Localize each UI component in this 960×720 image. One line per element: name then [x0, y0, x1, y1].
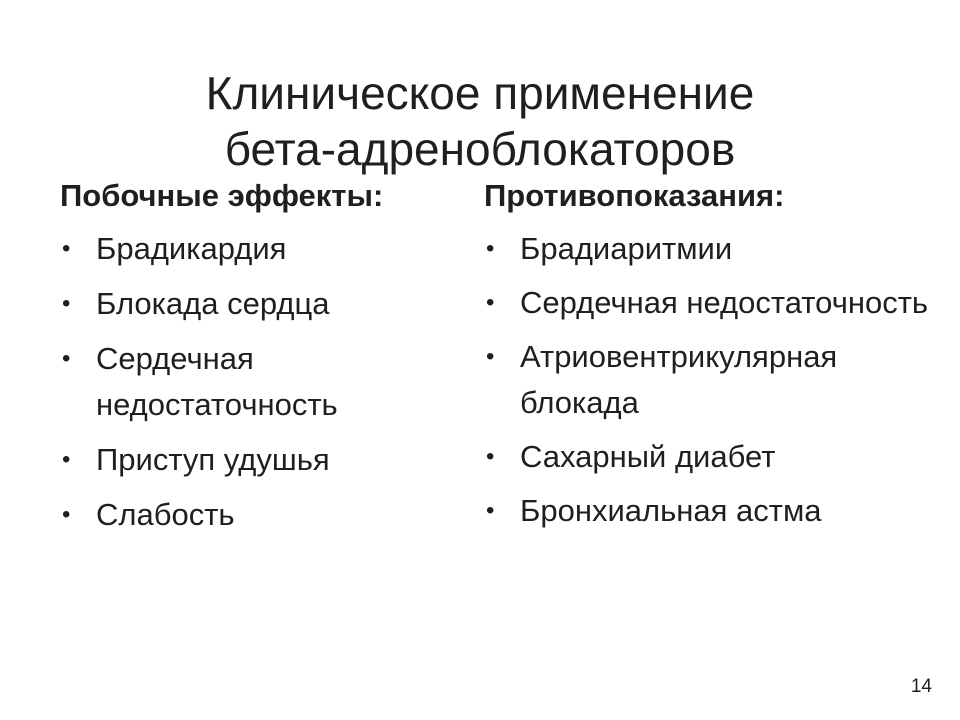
slide-title-line-2: бета-адреноблокаторов [224, 122, 736, 175]
list-item-label: Бронхиальная астма [520, 493, 822, 528]
list-item [484, 334, 944, 426]
contraindications-list [484, 226, 944, 534]
bullet-icon: • [486, 289, 495, 316]
list-item-label: Сахарный диабет [520, 439, 776, 474]
list-item-label: Сердечная недостаточность [520, 285, 929, 320]
side-effects-heading: Побочные эффекты: [60, 178, 384, 213]
slide-title-line-1: Клиническое применение [205, 66, 755, 119]
list-item [484, 280, 944, 326]
list-item [60, 226, 460, 272]
list-item [60, 336, 460, 428]
list-item-label: Блокада сердца [96, 286, 330, 321]
bullet-icon: • [486, 443, 495, 470]
list-item-label: Брадиаритмии [520, 231, 733, 266]
bullet-icon: • [62, 501, 71, 528]
list-item [60, 492, 460, 538]
page-number: 14 [910, 676, 932, 697]
bullet-icon: • [486, 235, 495, 262]
bullet-icon: • [62, 290, 71, 317]
list-item [60, 437, 460, 483]
list-item-label: Сердечная недостаточность [96, 341, 338, 422]
list-item [60, 281, 460, 327]
list-item-label: Брадикардия [96, 231, 287, 266]
bullet-icon: • [62, 446, 71, 473]
contraindications-column [484, 172, 944, 542]
bullet-icon: • [62, 345, 71, 372]
list-item [484, 434, 944, 480]
slide-title [0, 65, 960, 177]
bullet-icon: • [62, 235, 71, 262]
side-effects-list [60, 226, 460, 538]
list-item-label: Слабость [96, 497, 235, 532]
list-item-label: Приступ удушья [96, 442, 330, 477]
contraindications-heading: Противопоказания: [484, 178, 785, 213]
side-effects-column [60, 172, 460, 547]
bullet-icon: • [486, 497, 495, 524]
list-item [484, 226, 944, 272]
list-item-label: Атриовентрикулярная блокада [520, 339, 838, 420]
list-item [484, 488, 944, 534]
bullet-icon: • [486, 343, 495, 370]
